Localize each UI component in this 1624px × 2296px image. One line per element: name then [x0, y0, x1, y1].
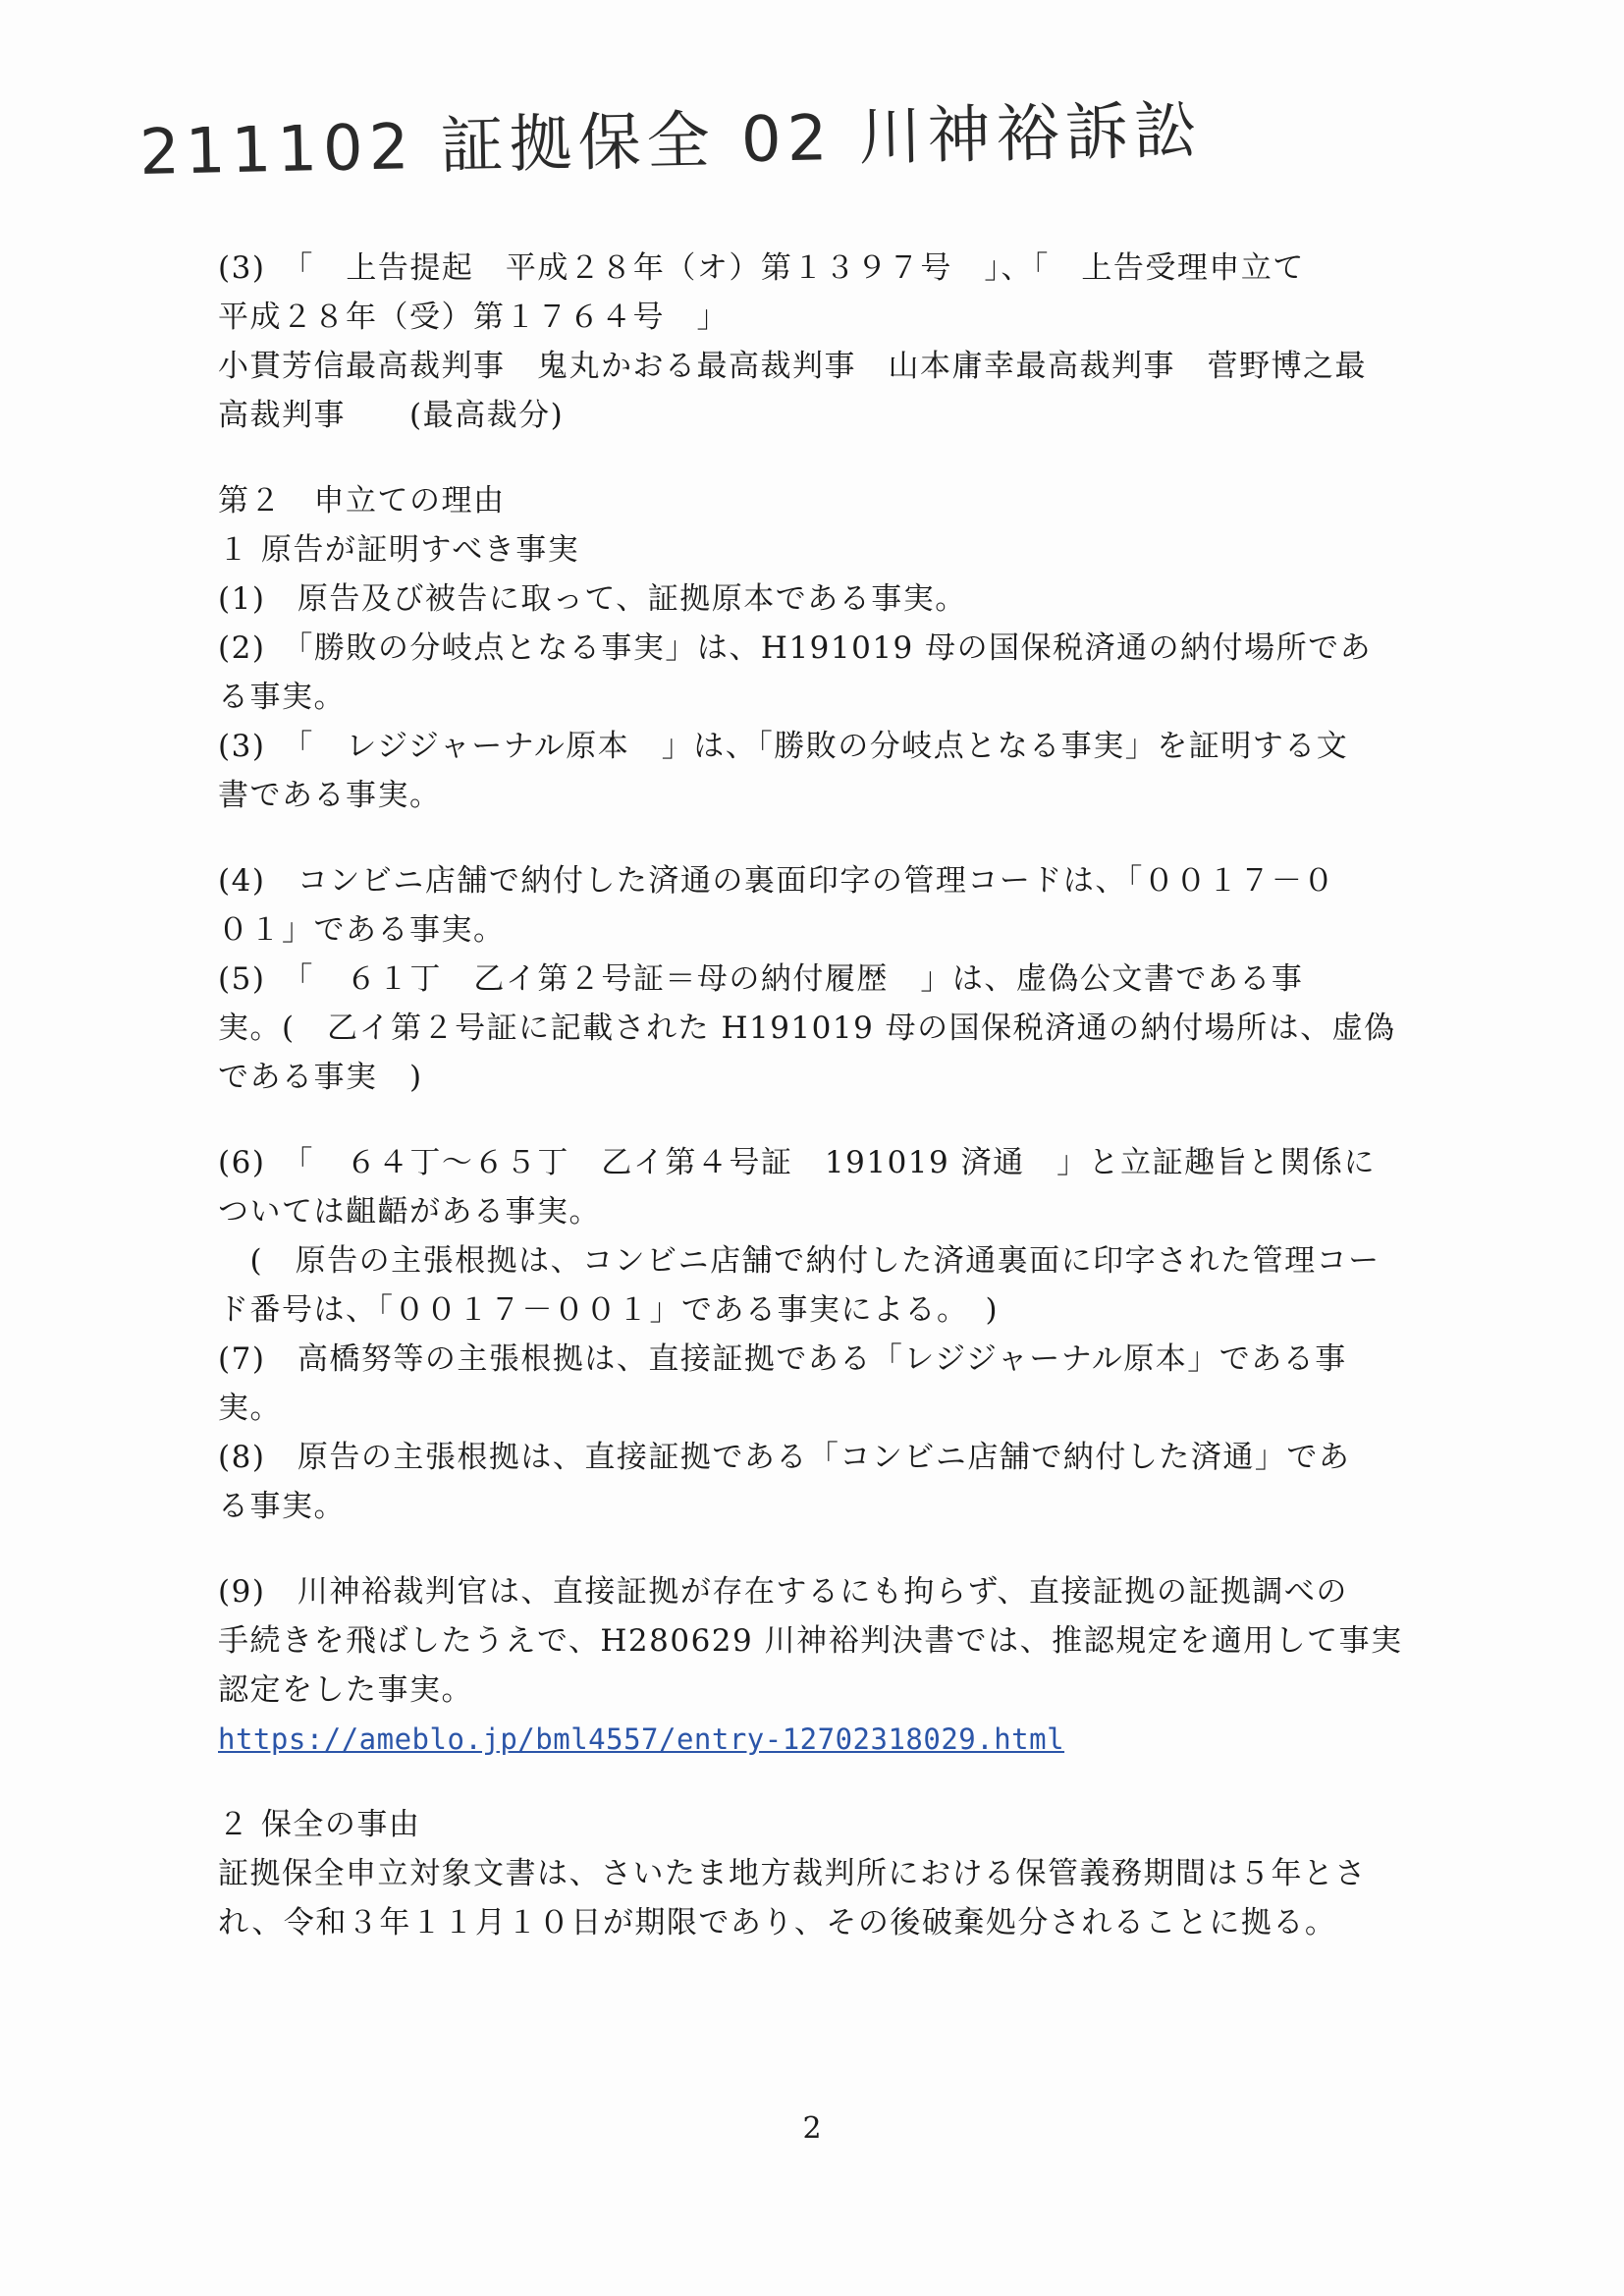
paragraph-gap [218, 820, 1494, 856]
handwritten-note: 211102 証拠保全 02 川神裕訴訟 [138, 94, 1204, 190]
text-line: (2) 「勝敗の分岐点となる事実」は、H191019 母の国保税済通の納付場所であ [218, 630, 1373, 666]
text-line: 手続きを飛ばしたうえで、H280629 川神裕判決書では、推認規定を適用して事実 [218, 1623, 1403, 1659]
text-line: (5) 「 ６１丁 乙イ第２号証＝母の納付履歴 」は、虚偽公文書である事 [218, 961, 1304, 997]
text-line: (4) コンビニ店舗で納付した済通の裏面印字の管理コードは、「００１７－０ [218, 863, 1335, 899]
text-line: る事実。 [218, 680, 346, 715]
paragraph-gap [218, 1764, 1494, 1800]
paragraph-gap [218, 1102, 1494, 1138]
text-line: ( 原告の主張根拠は、コンビニ店舗で納付した済通裏面に印字された管理コー [218, 1243, 1380, 1279]
text-line: 平成２８年（受）第１７６４号 」 [218, 300, 729, 335]
text-line: ０１」である事実。 [218, 912, 506, 948]
document-body [218, 244, 1494, 1947]
text-line: 証拠保全申立対象文書は、さいたま地方裁判所における保管義務期間は５年とさ [218, 1856, 1367, 1891]
text-line: (7) 高橋努等の主張根拠は、直接証拠である「レジジャーナル原本」である事 [218, 1341, 1347, 1377]
text-line: 認定をした事実。 [218, 1672, 473, 1708]
text-line: である事実 ) [218, 1060, 423, 1095]
text-line: (3) 「 レジジャーナル原本 」は、「勝敗の分岐点となる事実」を証明する文 [218, 729, 1349, 764]
text-line: 実。 [218, 1391, 282, 1426]
text-line: (9) 川神裕裁判官は、直接証拠が存在するにも拘らず、直接証拠の証拠調べの [218, 1574, 1348, 1610]
section-heading: 第２ 申立ての理由 [218, 483, 506, 519]
text-line: (8) 原告の主張根拠は、直接証拠である「コンビニ店舗で納付した済通」であ [218, 1440, 1351, 1475]
text-line: 実。( 乙イ第２号証に記載された H191019 母の国保税済通の納付場所は、虚偽 [218, 1011, 1396, 1046]
text-line: 高裁判事 (最高裁分) [218, 398, 565, 433]
text-line: (6) 「 ６４丁～６５丁 乙イ第４号証 191019 済通 」と立証趣旨と関係に [218, 1145, 1377, 1180]
paragraph-gap [218, 1531, 1494, 1567]
text-line: れ、令和３年１１月１０日が期限であり、その後破棄処分されることに拠る。 [218, 1905, 1337, 1941]
paragraph-gap [218, 440, 1494, 476]
text-line: (3) 「 上告提起 平成２８年（オ）第１３９７号 」、「 上告受理申立て [218, 250, 1305, 286]
subsection-heading: １ 原告が証明すべき事実 [218, 532, 580, 568]
text-line: る事実。 [218, 1489, 346, 1524]
text-line: (1) 原告及び被告に取って、証拠原本である事実。 [218, 581, 967, 617]
blog-link[interactable]: https://ameblo.jp/bml4557/entry-12702318029.html [218, 1722, 1065, 1756]
subsection-heading: ２ 保全の事由 [218, 1807, 421, 1842]
text-line: 書である事実。 [218, 778, 442, 813]
link-line [218, 1715, 1494, 1764]
page-number: 2 [802, 2111, 822, 2146]
text-line: ド番号は、「００１７－００１」である事実による。 ) [218, 1292, 1000, 1328]
text-line: 小貫芳信最高裁判事 鬼丸かおる最高裁判事 山本庸幸最高裁判事 菅野博之最 [218, 349, 1367, 384]
text-line: ついては齟齬がある事実。 [218, 1194, 601, 1230]
